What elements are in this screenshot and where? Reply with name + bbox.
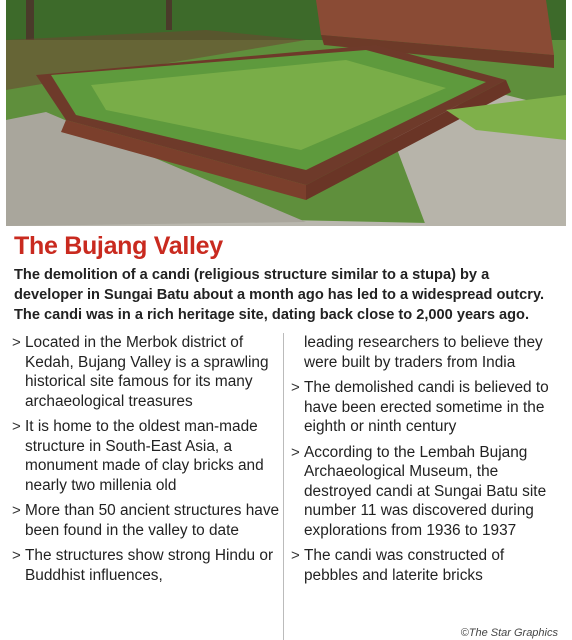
bullet-marker: > [291,443,300,461]
bullet-item: > Located in the Merbok district of Kedah, Bujang Valley is a sprawling historical site famous for its many archaeological treasures [12,334,269,410]
bullet-marker: > [291,379,300,396]
bullet-item: > The demolished candi is believed to have been erected sometime in the eighth or ninth century [291,379,549,435]
bullet-item: > It is home to the oldest man-made structure in South-East Asia, a monument made of clay bricks and nearly two millenia old [12,418,264,494]
column-divider [283,333,284,640]
bullet-marker: > [12,418,21,435]
article-intro: The demolition of a candi (religious structure similar to a stupa) by a developer in Sungai Batu about a month ago has led to a widespread outcry. The candi was in a rich heritage site, dating back close to 2,000 years ago. [14,267,545,323]
article-heading: The Bujang Valley [14,232,223,260]
bullet-item: > The candi was constructed of pebbles and laterite bricks [291,547,505,584]
bullet-item: > The structures show strong Hindu or Buddhist influences, [12,547,274,584]
bullet-item: > More than 50 ancient structures have been found in the valley to date [12,502,280,539]
candi-photo [6,0,566,226]
graphics-credit: ©The Star Graphics [460,627,558,639]
bullet-marker: > [12,502,21,519]
right-column [291,333,559,591]
candi-ruins-illustration [6,0,566,226]
bullet-marker: > [12,547,21,564]
left-column [12,333,280,591]
bullet-item: > According to the Lembah Bujang Archaeological Museum, the destroyed candi at Sungai Batu site number 11 was discovered during explorations from 1936 to 1937 [291,443,547,539]
bullet-marker: > [291,547,300,564]
bullet-continuation: leading researchers to believe they were built by traders from India [304,334,543,371]
bullet-marker: > [12,334,21,351]
